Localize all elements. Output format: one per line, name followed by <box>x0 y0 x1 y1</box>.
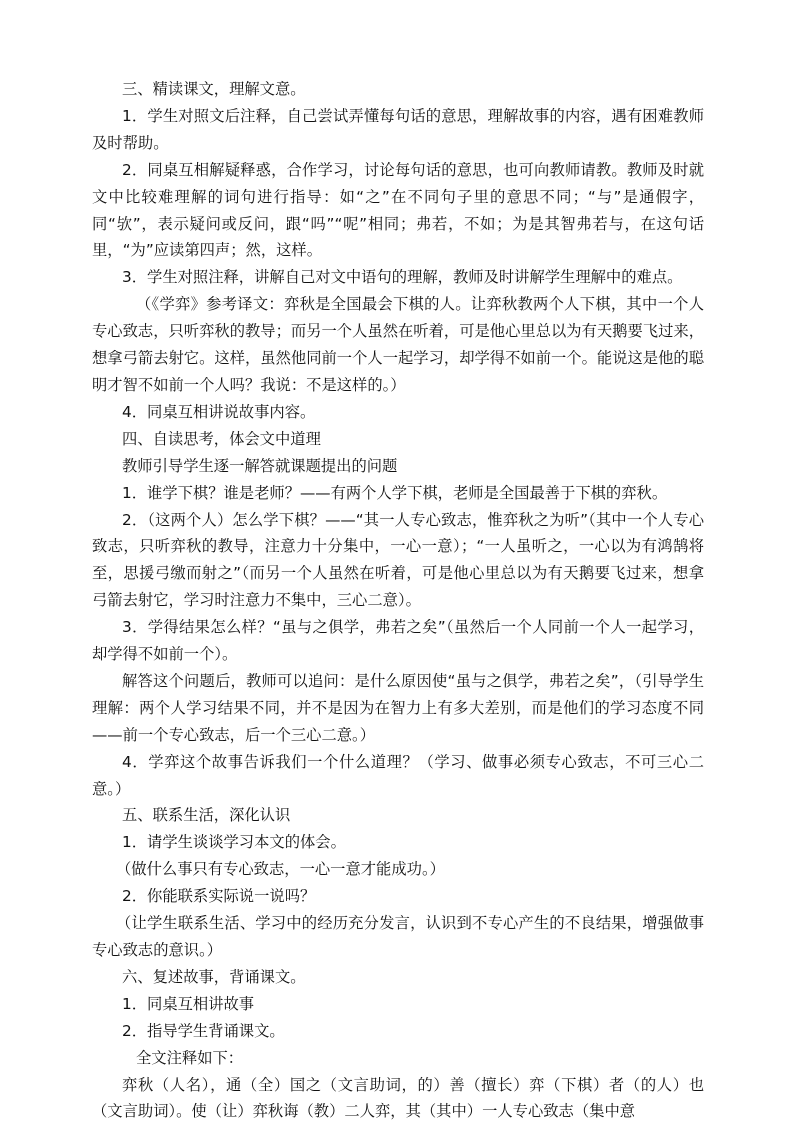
paragraph: 4．同桌互相讲说故事内容。 <box>122 402 316 421</box>
section-heading-6: 六、复述故事，背诵课文。 <box>122 967 306 986</box>
section-heading-5: 五、联系生活，深化认识 <box>122 806 291 825</box>
section-heading-3: 三、精读课文，理解文意。 <box>122 80 306 98</box>
paragraph: （让学生联系生活、学习中的经历充分发言，认识到不专心产生的不良结果，增强做事专心致志的意识。） <box>92 914 704 959</box>
paragraph: 2．（这两个人）怎么学下棋？——“其一人专心致志，惟弈秋之为听”（其中一个人专心致志，只听弈秋的教导，注意力十分集中，一心一意）；“一人虽听之，一心以为有鸿鹄将至，思援弓缴而射之”（而另一个人虽然在听着，可是他心里总以为有天鹅要飞过来，想拿弓箭去射它，学习时注意力不集中，三心二意）。 <box>92 510 704 610</box>
paragraph: 2．同桌互相解疑释惑，合作学习，讨论每句话的意思，也可向教师请教。教师及时就文中比较难理解的词句进行指导：如“之”在不同句子里的意思不同；“与”是通假字，同“欤”，表示疑问或反问，跟“吗”“呢”相同；弗若，不如；为是其智弗若与，在这句话里，“为”应读第四声；然，这样。 <box>92 160 704 260</box>
translation-paragraph: （《学弈》参考译文：弈秋是全国最会下棋的人。让弈秋教两个人下棋，其中一个人专心致志，只听弈秋的教导；而另一个人虽然在听着，可是他心里总以为有天鹅要飞过来，想拿弓箭去射它。这样，虽然他同前一个人一起学习，却学得不如前一个。能说这是他的聪明才智不如前一个人吗？我说：不是这样的。） <box>92 295 704 394</box>
paragraph: 4．学弈这个故事告诉我们一个什么道理？（学习、做事必须专心致志，不可三心二意。） <box>92 752 704 798</box>
paragraph: 1．同桌互相讲故事 <box>122 994 255 1013</box>
paragraph: 全文注释如下： <box>136 1048 244 1067</box>
paragraph: 弈秋（人名），通（全）国之（文言助词，的）善（擅长）弈（下棋）者（的人）也（文言助词）。使（让）弈秋诲（教）二人弈，其（其中）一人专心致志（集中意 <box>92 1075 704 1121</box>
paragraph: 1．学生对照文后注释，自己尝试弄懂每句话的意思，理解故事的内容，遇有困难教师及时帮助。 <box>92 106 704 152</box>
paragraph: 1．谁学下棋？谁是老师？——有两个人学下棋，老师是全国最善于下棋的弈秋。 <box>122 483 668 502</box>
paragraph: 1．请学生谈谈学习本文的体会。 <box>122 833 346 852</box>
paragraph: 3．学得结果怎么样？“虽与之俱学，弗若之矣”（虽然后一个人同前一个人一起学习，却学得不如前一个）。 <box>92 618 704 664</box>
paragraph: 2．你能联系实际说一说吗？ <box>122 887 316 906</box>
section-heading-4: 四、自读思考，体会文中道理 <box>122 429 321 448</box>
paragraph: 教师引导学生逐一解答就课题提出的问题 <box>122 456 398 475</box>
paragraph: （做什么事只有专心致志，一心一意才能成功。） <box>116 860 445 879</box>
paragraph: 2．指导学生背诵课文。 <box>122 1021 285 1040</box>
document-body <box>92 76 704 1125</box>
paragraph: 解答这个问题后，教师可以追问：是什么原因使“虽与之俱学，弗若之矣”，（引导学生理解：两个人学习结果不同，并不是因为在智力上有多大差别，而是他们的学习态度不同——前一个专心致志，后一个三心二意。） <box>92 671 704 744</box>
paragraph: 3．学生对照注释，讲解自己对文中语句的理解，教师及时讲解学生理解中的难点。 <box>122 268 683 287</box>
